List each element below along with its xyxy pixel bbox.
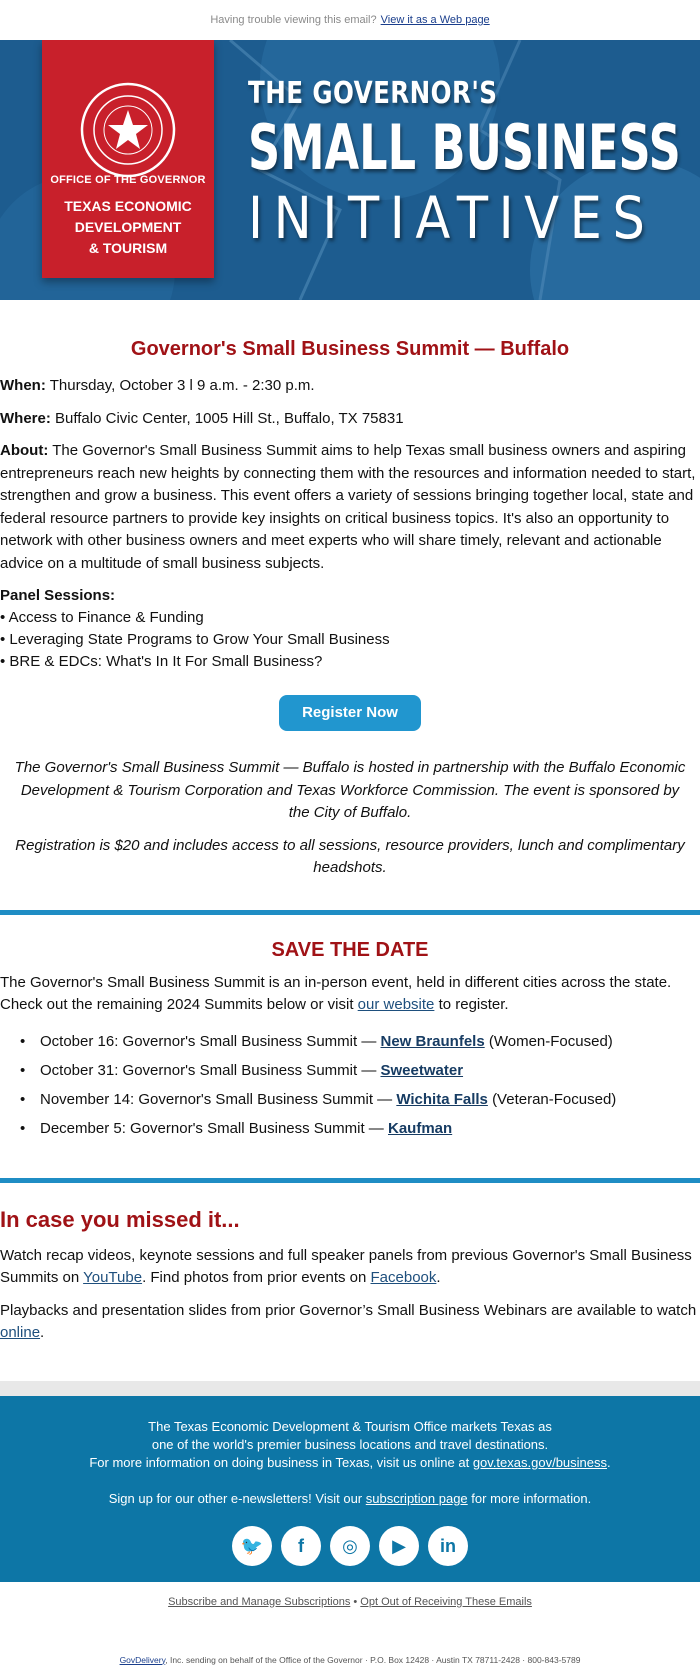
- missed-it-title: In case you missed it...: [0, 1206, 240, 1232]
- panel-sessions-title: Panel Sessions:: [0, 587, 116, 604]
- govdelivery-link[interactable]: GovDelivery: [119, 1654, 166, 1665]
- panel-session-item: • Access to Finance & Funding: [0, 609, 204, 626]
- where-label: Where:: [0, 409, 51, 427]
- footer-spacer: [0, 1381, 700, 1396]
- org-line-2: DEVELOPMENT: [74, 219, 182, 235]
- panel-session-item: • BRE & EDCs: What's In It For Small Business?: [0, 653, 323, 670]
- about-value: The Governor's Small Business Summit aims to help Texas small business owners and aspiring entrepreneurs reach new heights by connecting them with the resources and information needed to start, strengthen and grow a business. This event offers a variety of sessions bringing together local, state and federal resource partners to provide key insights on critical business topics. It's also an opportunity to network with other business owners and meet experts who will share timely, relevant and actionable advice on a multitude of small business subjects.: [0, 442, 696, 572]
- footer-line-3-text: For more information on doing business in Texas, visit us online at: [89, 1454, 470, 1470]
- partnership-note: The Governor's Small Business Summit — Buffalo is hosted in partnership with the Buffalo Economic Development & Tourism Corporation and Texas Workforce Commission. The event is sponsored by the City of Buffalo.: [14, 759, 686, 821]
- registration-note: Registration is $20 and includes access to all sessions, resource providers, lunch and complimentary headshots.: [15, 836, 685, 876]
- facebook-link[interactable]: Facebook: [370, 1269, 437, 1286]
- wichita-falls-link[interactable]: Wichita Falls: [396, 1090, 488, 1108]
- footer-line-3-end: .: [607, 1454, 611, 1470]
- summit-date: December 5: Governor's Small Business Summit —: [40, 1119, 384, 1137]
- preheader-text: Having trouble viewing this email?: [210, 14, 377, 26]
- gov-texas-business-link[interactable]: gov.texas.gov/business: [472, 1454, 607, 1470]
- missed-it-section: [0, 1183, 700, 1345]
- recap-paragraph: [0, 1245, 700, 1290]
- event-where: [0, 408, 700, 431]
- event-when: [0, 375, 700, 398]
- list-item: [0, 1118, 700, 1140]
- signup-line: [0, 1490, 700, 1508]
- recap-text: Watch recap videos, keynote sessions and full speaker panels from previous Governor's Small Business Summits on: [0, 1246, 692, 1286]
- summit-date: October 16: Governor's Small Business Summit —: [40, 1032, 377, 1050]
- subscription-page-link[interactable]: subscription page: [365, 1490, 468, 1506]
- register-now-button[interactable]: Register Now: [279, 695, 421, 731]
- instagram-icon[interactable]: ◎: [330, 1526, 370, 1566]
- when-label: When:: [0, 377, 46, 394]
- summit-list: [0, 1031, 700, 1140]
- our-website-link[interactable]: our website: [357, 996, 435, 1013]
- hero-title: [248, 76, 700, 253]
- texas-seal-icon: [78, 80, 178, 180]
- view-web-page-link[interactable]: View it as a Web page: [380, 14, 490, 26]
- manage-subscriptions-link[interactable]: Subscribe and Manage Subscriptions: [168, 1595, 351, 1608]
- intro-text: The Governor's Small Business Summit is an in-person event, held in different cities across the state. Check out the remaining 2024 Summits below or visit: [0, 973, 672, 1013]
- save-the-date-section: [0, 915, 700, 1140]
- list-item: [0, 1060, 700, 1082]
- legal-text: , Inc. sending on behalf of the Office of the Governor · P.O. Box 12428 · Austin TX 78711-2428 · 800-843-5789: [165, 1654, 581, 1665]
- org-name: [42, 196, 214, 259]
- twitter-icon[interactable]: 🐦: [232, 1526, 272, 1566]
- new-braunfels-link[interactable]: New Braunfels: [380, 1032, 485, 1050]
- recap-text-end: .: [436, 1269, 441, 1286]
- recap-text-2: . Find photos from prior events on: [142, 1269, 367, 1286]
- org-line-3: & TOURISM: [88, 240, 168, 256]
- intro-text-end: to register.: [438, 996, 509, 1013]
- summit-date: November 14: Governor's Small Business Summit —: [40, 1090, 393, 1108]
- office-label: OFFICE OF THE GOVERNOR: [50, 174, 206, 186]
- youtube-icon[interactable]: ▶: [379, 1526, 419, 1566]
- hero-line-2: SMALL BUSINESS: [248, 111, 681, 184]
- footer-line-3: [0, 1454, 700, 1472]
- governor-office-badge: [42, 40, 214, 278]
- when-value: Thursday, October 3 l 9 a.m. - 2:30 p.m.: [49, 377, 315, 394]
- facebook-icon[interactable]: f: [281, 1526, 321, 1566]
- manage-subscriptions: [0, 1596, 700, 1608]
- opt-out-link[interactable]: Opt Out of Receiving These Emails: [360, 1595, 532, 1608]
- event-section: [0, 300, 700, 880]
- hero-line-1: THE GOVERNOR'S: [248, 76, 498, 111]
- save-the-date-intro: [0, 972, 700, 1017]
- event-title: Governor's Small Business Summit — Buffalo: [130, 338, 570, 360]
- social-icons: [0, 1526, 700, 1566]
- kaufman-link[interactable]: Kaufman: [387, 1119, 453, 1137]
- online-link[interactable]: online: [0, 1324, 41, 1341]
- summit-date: October 31: Governor's Small Business Summit —: [40, 1061, 377, 1079]
- signup-text: Sign up for our other e-newsletters! Visit our: [108, 1490, 363, 1506]
- where-value: Buffalo Civic Center, 1005 Hill St., Buffalo, TX 75831: [55, 409, 404, 427]
- footer-line-2: one of the world's premier business locations and travel destinations.: [151, 1436, 549, 1452]
- list-item: [0, 1031, 700, 1053]
- header-banner: [0, 40, 700, 300]
- org-line-1: TEXAS ECONOMIC: [64, 198, 192, 214]
- about-label: About:: [0, 442, 49, 459]
- youtube-link[interactable]: YouTube: [83, 1269, 143, 1286]
- legal-footer: [0, 1655, 700, 1665]
- webinars-text: Playbacks and presentation slides from prior Governor’s Small Business Webinars are available to watch: [0, 1301, 697, 1319]
- preheader: [0, 0, 700, 40]
- panel-session-item: • Leveraging State Programs to Grow Your Small Business: [0, 631, 390, 648]
- signup-text-end: for more information.: [471, 1490, 592, 1506]
- separator: •: [350, 1595, 361, 1608]
- event-about: [0, 440, 700, 575]
- webinars-paragraph: [0, 1300, 700, 1345]
- list-item: [0, 1089, 700, 1111]
- hero-line-3: INITIATIVES: [248, 184, 656, 252]
- summit-focus: (Veteran-Focused): [492, 1090, 617, 1108]
- summit-focus: (Women-Focused): [488, 1032, 613, 1050]
- sweetwater-link[interactable]: Sweetwater: [380, 1061, 464, 1079]
- webinars-text-end: .: [40, 1324, 45, 1341]
- footer-line-1: The Texas Economic Development & Tourism Office markets Texas as: [148, 1418, 552, 1434]
- linkedin-icon[interactable]: in: [428, 1526, 468, 1566]
- save-the-date-title: SAVE THE DATE: [271, 938, 429, 961]
- footer: [0, 1396, 700, 1582]
